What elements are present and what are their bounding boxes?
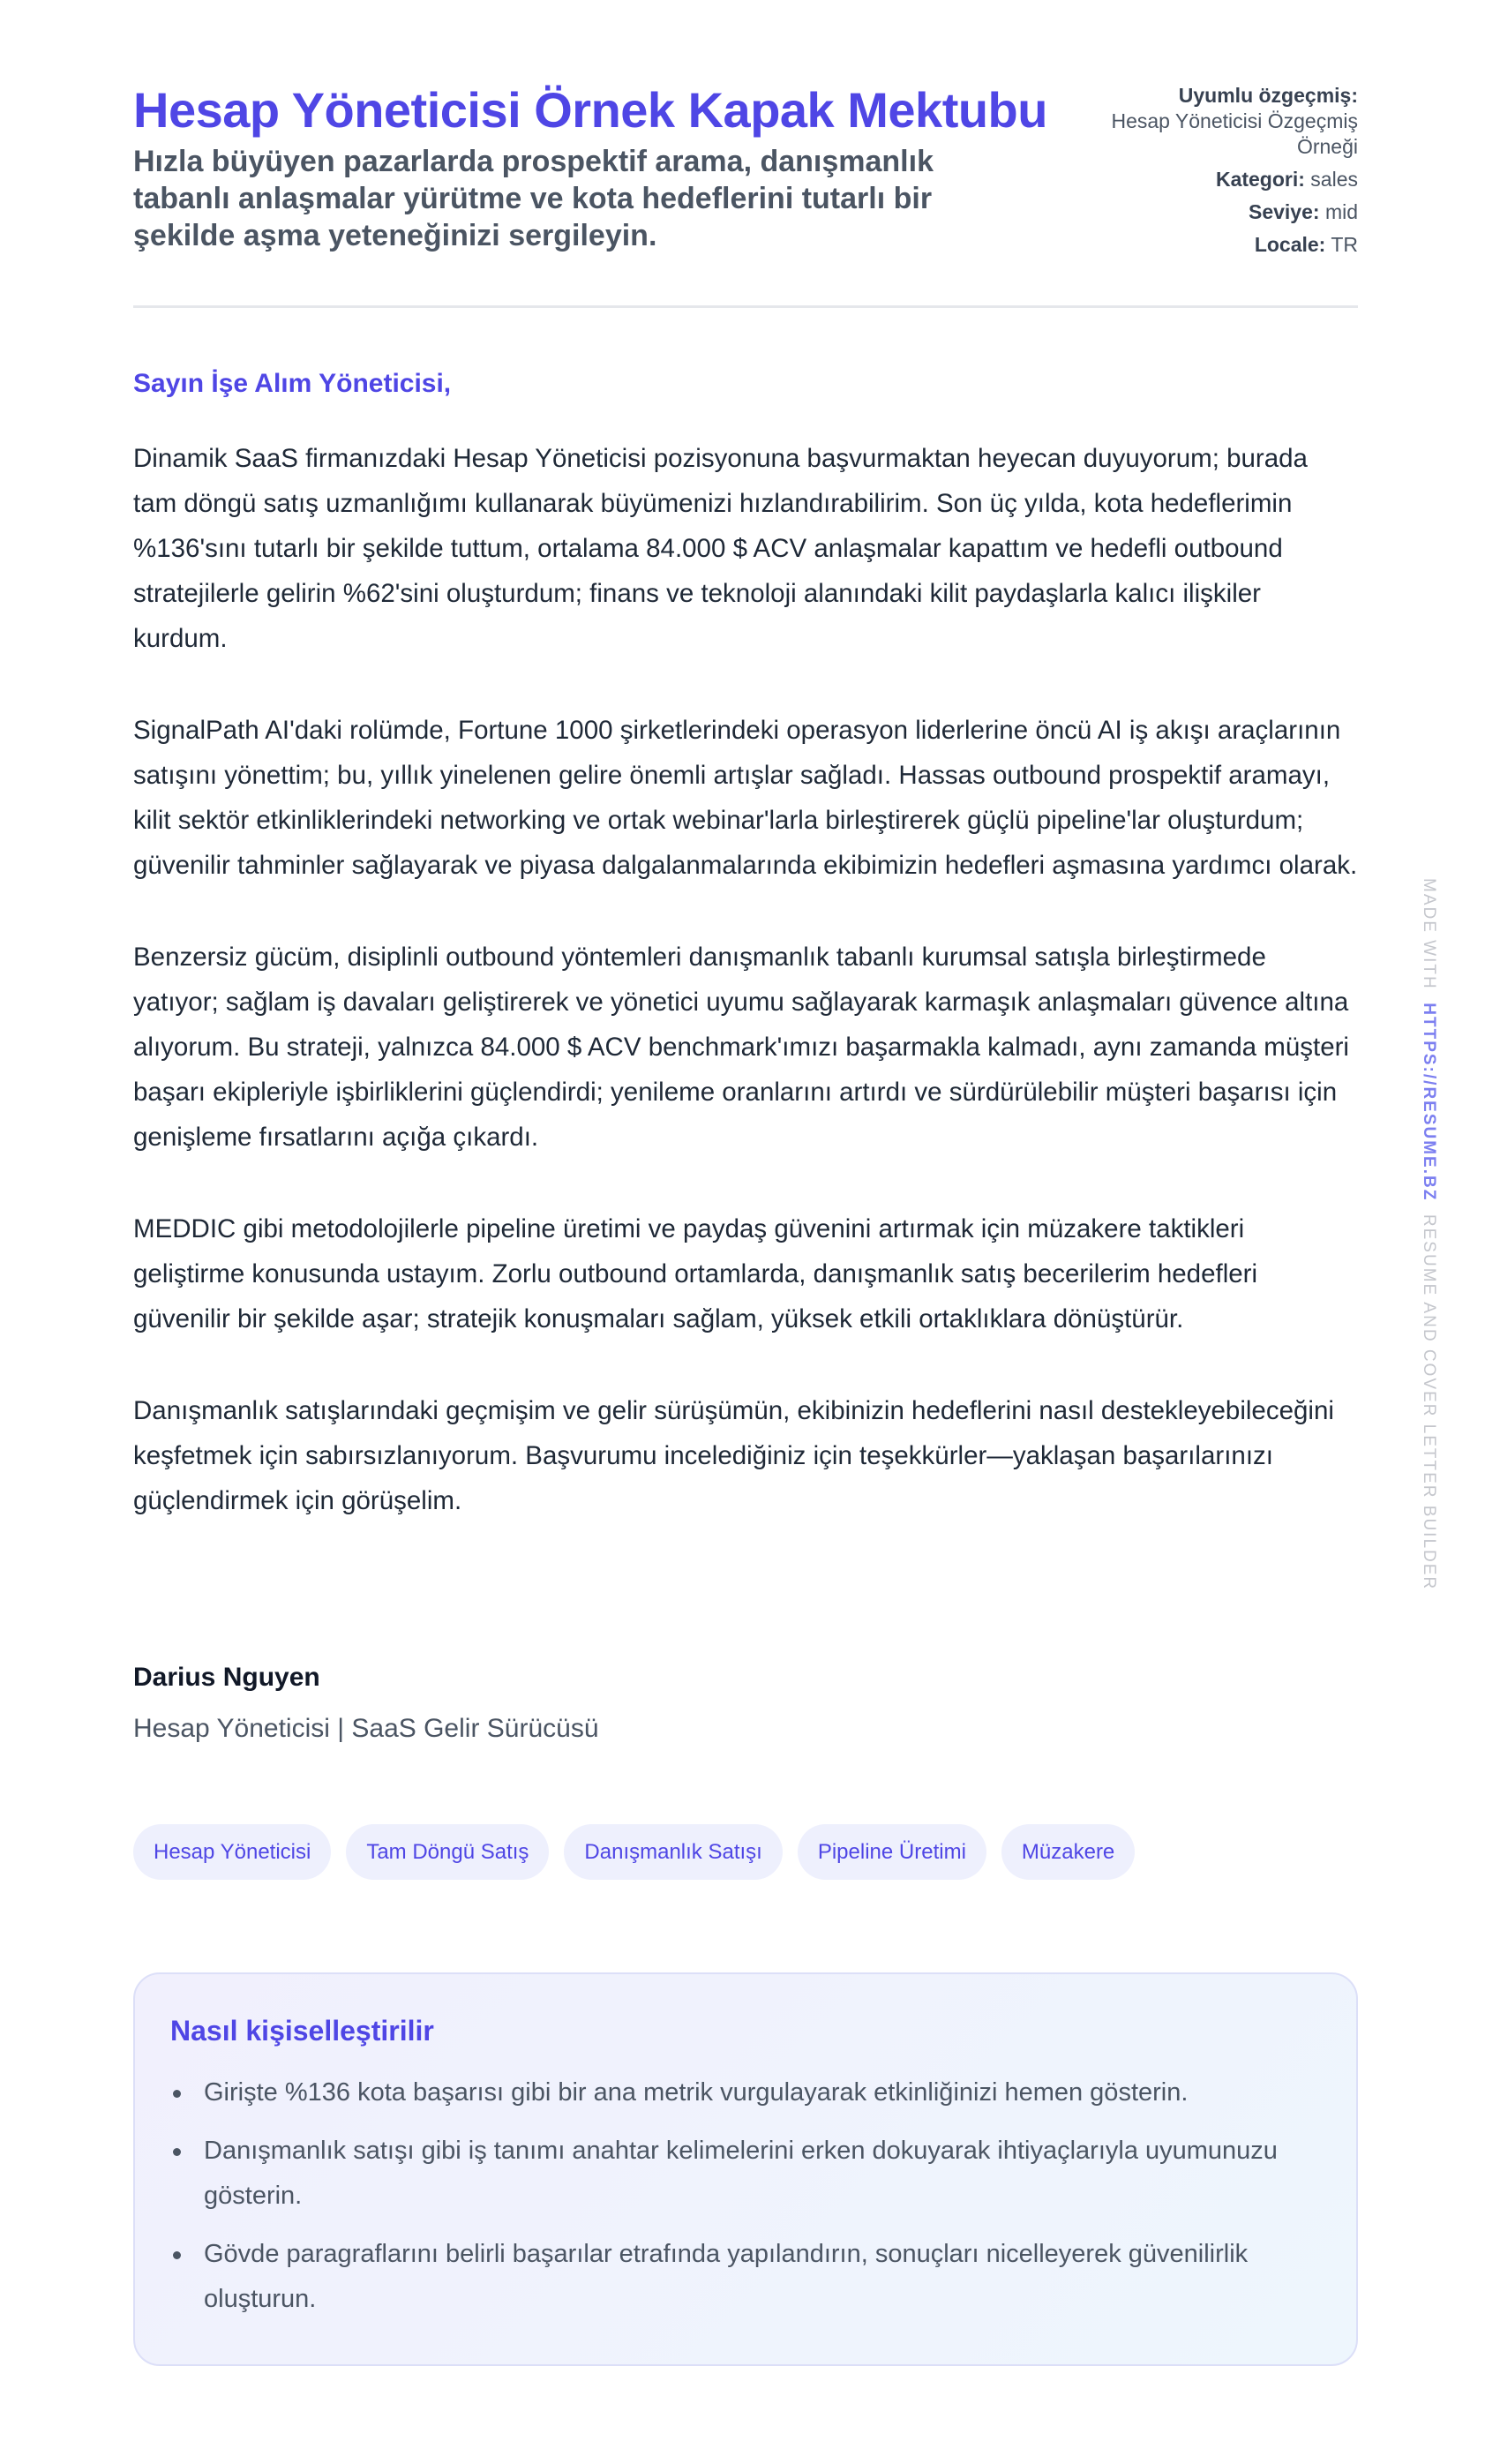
paragraph: Benzersiz gücüm, disiplinli outbound yöntemleri danışmanlık tabanlı kurumsal satışla birleştirmede yatıyor; sağlam iş davaları geliştirerek ve yönetici uyumu sağlayarak karmaşık anlaşmaları güvence altına alıyorum. Bu strateji, yalnızca 84.000 $ ACV benchmark'ımızı başarmakla kalmadı, aynı zamanda müşteri başarı ekipleriyle işbirliklerini güçlendirdi; yenileme oranlarını artırdı ve sürdürülebilir müşteri başarısı için genişleme fırsatlarını açığa çıkardı. xyxy=(133,943,1349,1152)
meta-locale-value: TR xyxy=(1331,233,1358,256)
meta-resume-label: Uyumlu özgeçmiş: xyxy=(1178,84,1358,107)
paragraph: Danışmanlık satışlarındaki geçmişim ve gelir sürüşümün, ekibinizin hedeflerini nasıl destekleyebileceğini keşfetmek için sabırsızlanıyorum. Başvurumu incelediğiniz için teşekkürler—yaklaşan başarılarınızı güçlendirmek için görüşelim. xyxy=(133,1396,1334,1515)
tip-item: Gövde paragraflarını belirli başarılar etrafında yapılandırın, sonuçları nicelleyerek güvenilirlik oluşturun. xyxy=(170,2232,1300,2322)
watermark-link[interactable]: HTTPS://RESUME.BZ xyxy=(1420,1003,1438,1202)
salutation: Sayın İşe Alım Yöneticisi, xyxy=(133,369,452,398)
paragraph: Dinamik SaaS firmanızdaki Hesap Yöneticisi pozisyonuna başvurmaktan heyecan duyuyorum; burada tam döngü satış uzmanlığımı kullanarak büyümenizi hızlandırabilirim. Son üç yılda, kota hedeflerimin %136'sını tutarlı bir şekilde tuttum, ortalama 84.000 $ ACV anlaşmalar kapattım ve hedefli outbound stratejilerle gelirin %62'sini oluşturdum; finans ve teknoloji alanındaki kilit paydaşlarla kalıcı ilişkiler kurdum. xyxy=(133,444,1308,653)
paragraph: SignalPath AI'daki rolümde, Fortune 1000 şirketlerindeki operasyon liderlerine öncü AI iş akışı araçlarının satışını yönettim; bu, yıllık yinelenen gelire önemli artışlar sağladı. Hassas outbound prospektif aramayı, kilit sektör etkinliklerindeki networking ve ortak webinar'larla birleştirerek güçlü pipeline'lar oluşturdum; güvenilir tahminler sağlayarak ve piyasa dalgalanmalarında ekibimizin hedefleri aşmasına yardımcı olarak. xyxy=(133,716,1358,880)
tip-item: Danışmanlık satışı gibi iş tanımı anahtar kelimelerini erken dokuyarak ihtiyaçlarıyla uyumunuzu gösterin. xyxy=(170,2129,1300,2219)
header xyxy=(133,81,1358,306)
letter-body xyxy=(133,436,1358,1570)
page-title: Hesap Yöneticisi Örnek Kapak Mektubu xyxy=(133,82,1047,138)
tag: Hesap Yöneticisi xyxy=(133,1824,331,1880)
watermark xyxy=(1419,878,1438,1590)
tag: Pipeline Üretimi xyxy=(798,1824,986,1880)
meta-level-label: Seviye: xyxy=(1248,200,1320,223)
signature-role: Hesap Yöneticisi | SaaS Gelir Sürücüsü xyxy=(133,1714,599,1743)
paragraph: MEDDIC gibi metodolojilerle pipeline üretimi ve paydaş güvenini artırmak için müzakere taktikleri geliştirme konusunda ustayım. Zorlu outbound ortamlarda, danışmanlık satış becerilerim hedefleri güvenilir bir şekilde aşar; stratejik konuşmaları sağlam, yüksek etkili ortaklıklara dönüştürür. xyxy=(133,1214,1258,1333)
meta-category-label: Kategori: xyxy=(1215,168,1305,191)
tips-box xyxy=(133,1972,1358,2366)
tips-title: Nasıl kişiselleştirilir xyxy=(170,2015,434,2047)
meta-locale-label: Locale: xyxy=(1254,233,1326,256)
meta-panel xyxy=(1093,83,1358,265)
tag: Danışmanlık Satışı xyxy=(564,1824,782,1880)
tag-list xyxy=(133,1824,1135,1880)
meta-category-value: sales xyxy=(1310,168,1358,191)
tips-list xyxy=(170,2070,1321,2322)
watermark-suffix: RESUME AND COVER LETTER BUILDER xyxy=(1420,1213,1438,1591)
page-subtitle: Hızla büyüyen pazarlarda prospektif arama, danışmanlık tabanlı anlaşmalar yürütme ve kota hedeflerini tutarlı bir şekilde aşma yeteneğinizi sergileyin. xyxy=(133,145,934,252)
meta-level-value: mid xyxy=(1324,200,1358,223)
tip-item: Girişte %136 kota başarısı gibi bir ana metrik vurgulayarak etkinliğinizi hemen gösterin. xyxy=(170,2070,1300,2115)
meta-resume-link[interactable]: Hesap Yöneticisi Özgeçmiş Örneği xyxy=(1111,109,1358,158)
signature-name: Darius Nguyen xyxy=(133,1663,320,1692)
tag: Müzakere xyxy=(1001,1824,1135,1880)
divider xyxy=(133,305,1358,308)
watermark-prefix: MADE WITH xyxy=(1420,878,1438,990)
tag: Tam Döngü Satış xyxy=(346,1824,549,1880)
